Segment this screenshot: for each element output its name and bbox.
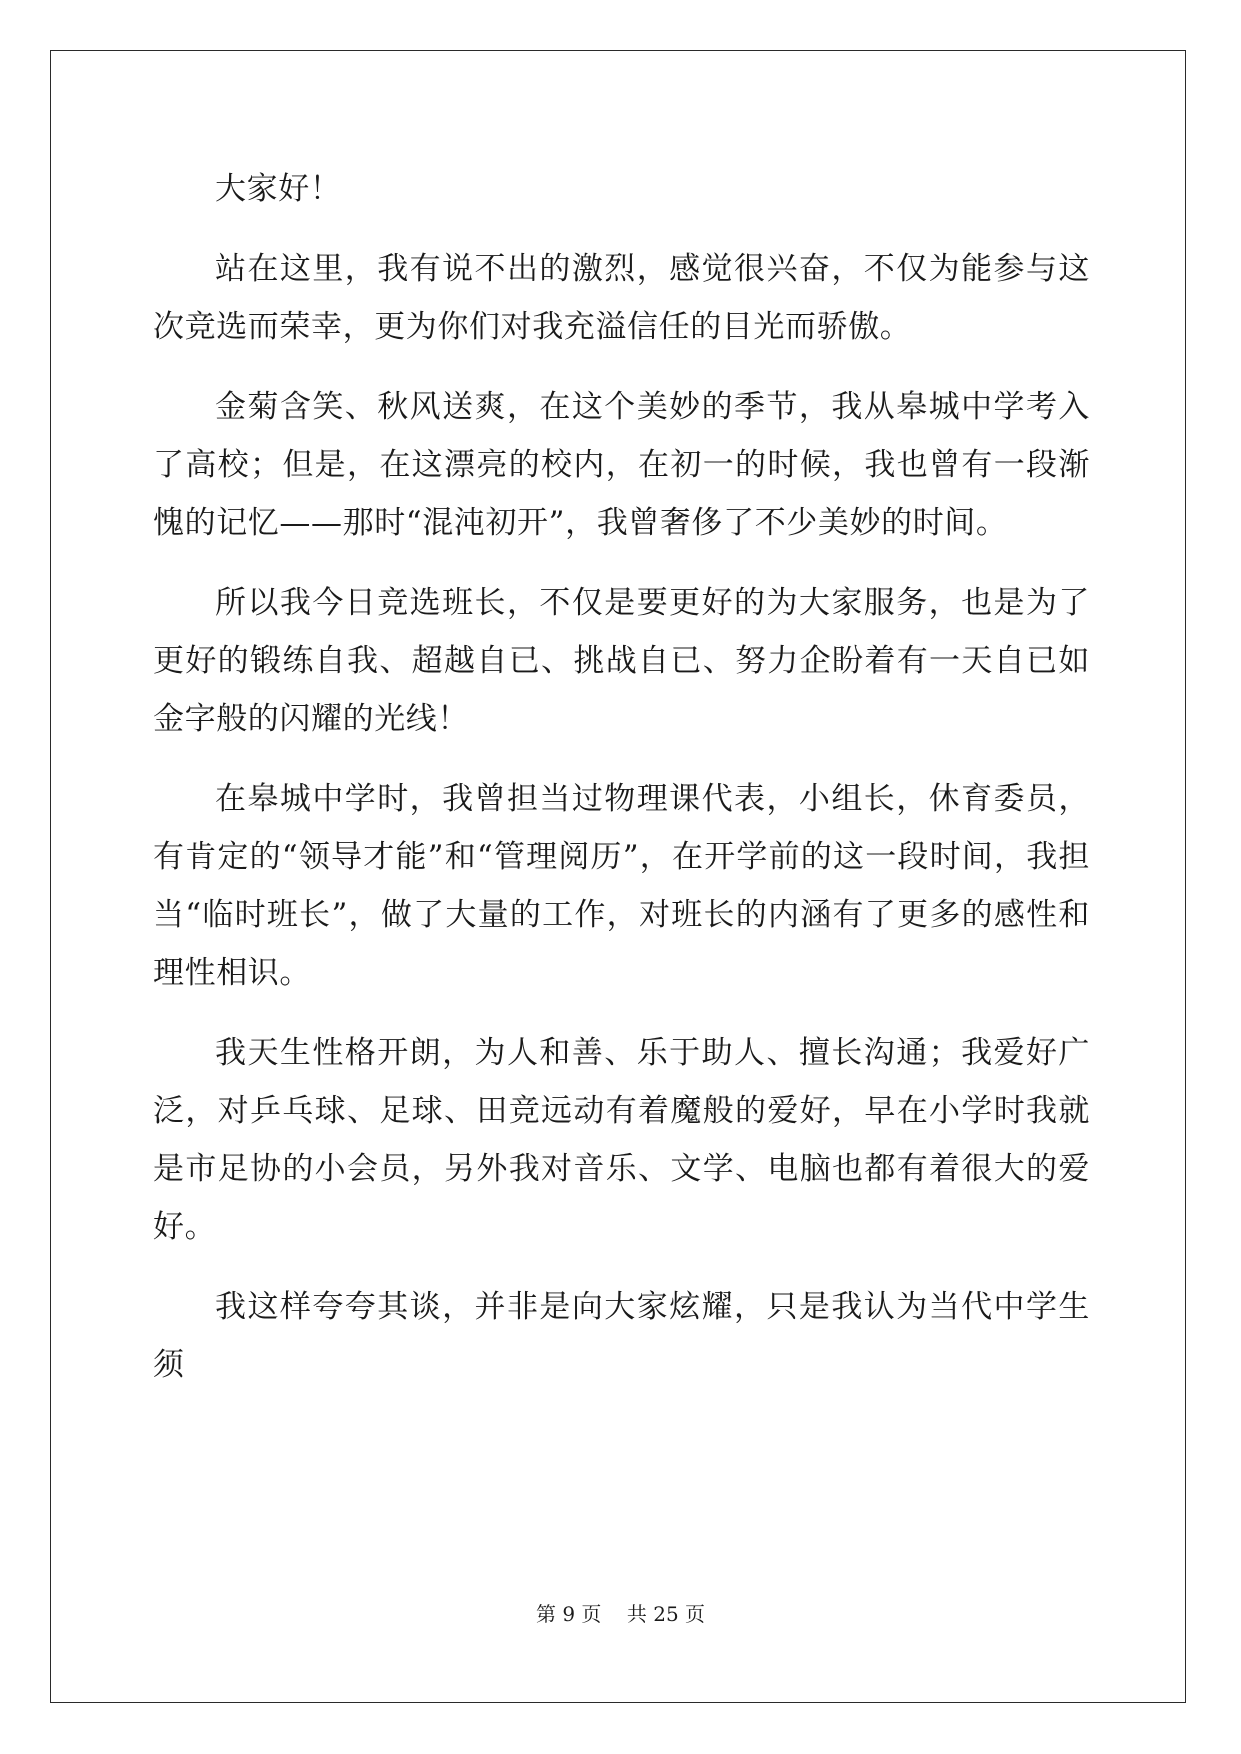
paragraph-3: 所以我今日竞选班长，不仅是要更好的为大家服务，也是为了更好的锻练自我、超越自已、挑战自已、努力企盼着有一天自已如金字般的闪耀的光线！ xyxy=(153,585,1090,737)
paragraph-greeting: 大家好！ xyxy=(215,171,342,207)
page-footer xyxy=(0,1598,1241,1627)
document-body xyxy=(153,160,1090,1416)
paragraph-2: 金菊含笑、秋风送爽，在这个美妙的季节，我从皋城中学考入了高校；但是，在这漂亮的校内，在初一的时候，我也曾有一段渐愧的记忆——那时“混沌初开”，我曾奢侈了不少美妙的时间。 xyxy=(153,389,1090,541)
paragraph-6: 我这样夸夸其谈，并非是向大家炫耀，只是我认为当代中学生须 xyxy=(153,1289,1090,1383)
paragraph-1: 站在这里，我有说不出的激烈，感觉很兴奋，不仅为能参与这次竞选而荣幸，更为你们对我充溢信任的目光而骄傲。 xyxy=(153,251,1090,345)
paragraph-4: 在皋城中学时，我曾担当过物理课代表，小组长，休育委员，有肯定的“领导才能”和“管理阅历”，在开学前的这一段时间，我担当“临时班长”，做了大量的工作，对班长的内涵有了更多的感性和理性相识。 xyxy=(153,781,1090,991)
page-total: 共 25 页 xyxy=(626,1602,706,1626)
page-number: 第 9 页 xyxy=(535,1602,602,1626)
paragraph-5: 我天生性格开朗，为人和善、乐于助人、擅长沟通；我爱好广泛，对乒乓球、足球、田竞远动有着魔般的爱好，早在小学时我就是市足协的小会员，另外我对音乐、文学、电脑也都有着很大的爱好。 xyxy=(153,1035,1090,1245)
